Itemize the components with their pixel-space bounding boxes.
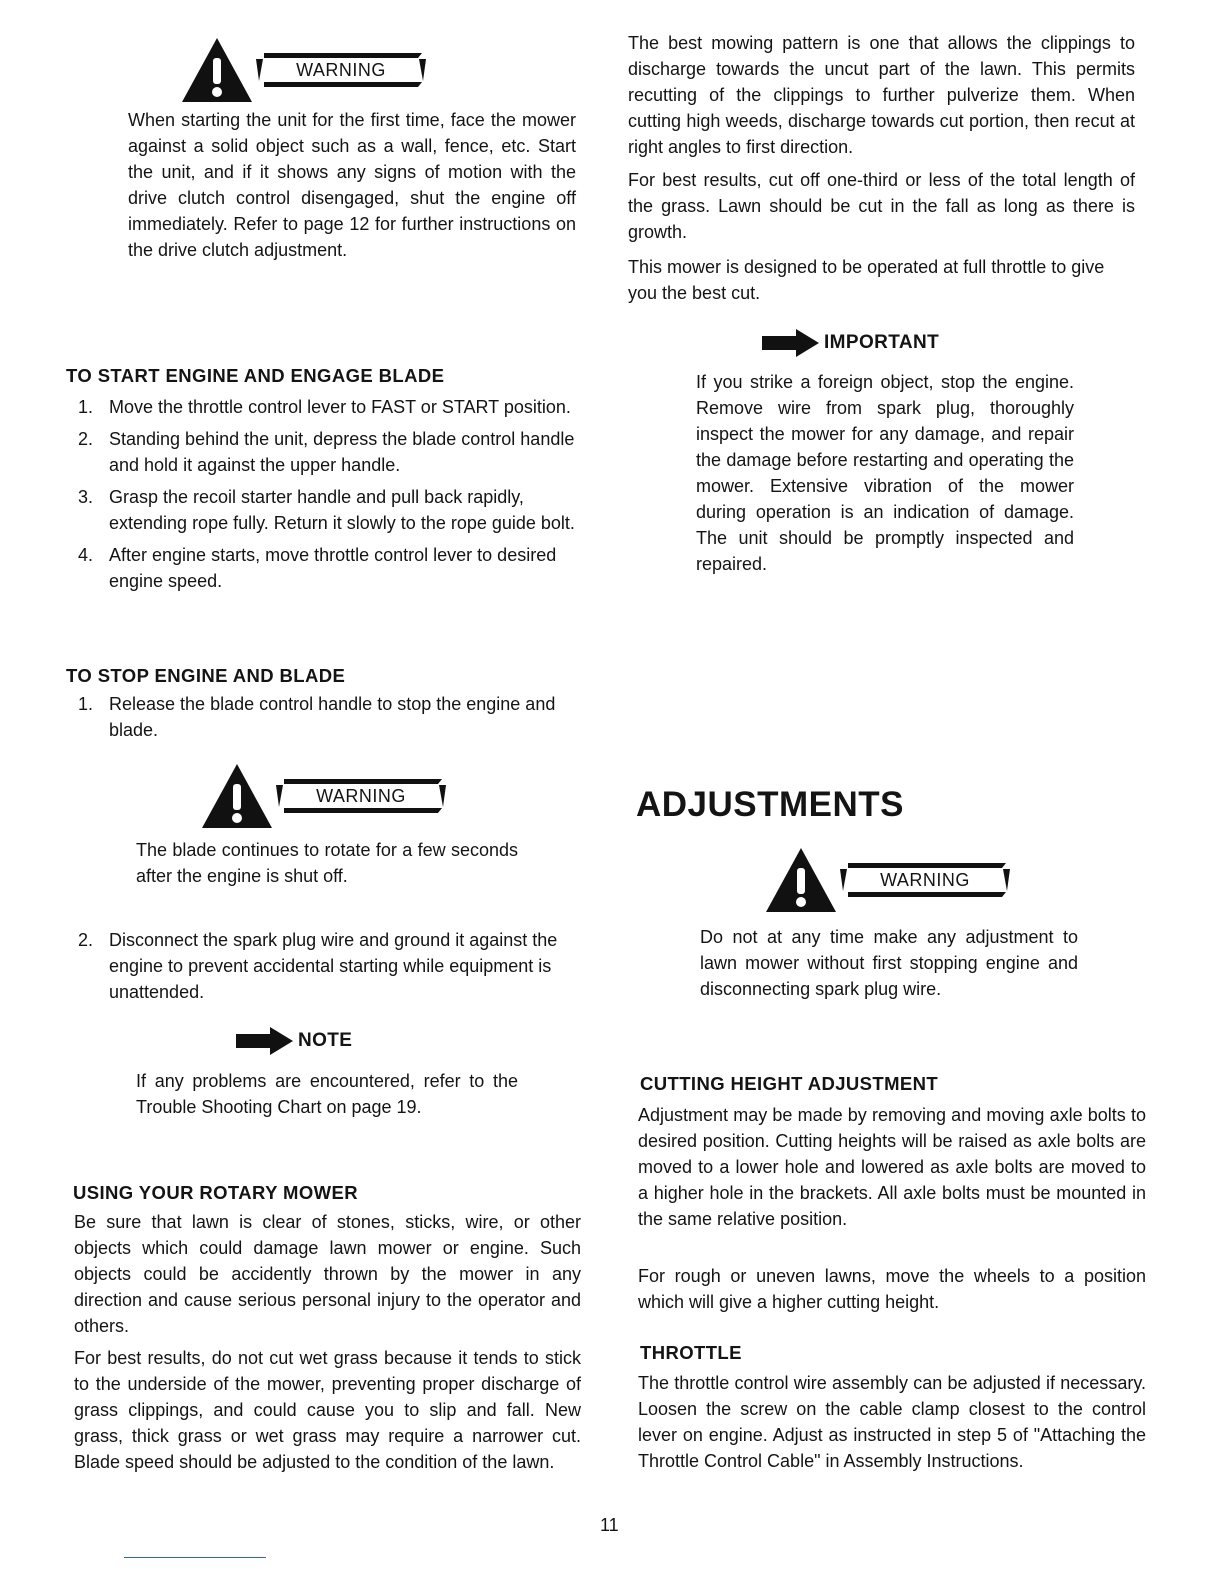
cutting-para-1: Adjustment may be made by removing and moving axle bolts to desired position. Cutting heights will be raised as axle bolts are moved to a lower hole and lowered as axle bolts are moved to a higher hole in the brackets. All axle bolts must be mounted in the same relative position. xyxy=(638,1105,1146,1229)
note-text: If any problems are encountered, refer to the Trouble Shooting Chart on page 19. xyxy=(136,1071,518,1117)
stop-steps-list-cont xyxy=(66,927,580,1005)
start-steps-list xyxy=(66,394,578,594)
warning-label: WARNING xyxy=(296,60,386,80)
rotary-mower-heading: USING YOUR ROTARY MOWER xyxy=(73,1182,359,1203)
arrow-right-icon xyxy=(762,328,820,358)
rotary-para-2: For best results, do not cut wet grass because it tends to stick to the underside of the mower, preventing proper discharge of grass clippings, and could cause you to slip and fall. New grass, thick grass or wet grass may require a narrower cut. Blade speed should be adjusted to the condition of the lawn. xyxy=(74,1348,581,1472)
rotary-para-1: Be sure that lawn is clear of stones, sticks, wire, or other objects which could damage lawn mower or engine. Such objects could be accidently thrown by the mower in any direction and cause serious personal injury to the operator and others. xyxy=(74,1212,581,1336)
mowing-pattern-para: The best mowing pattern is one that allows the clippings to discharge towards the uncut part of the lawn. This permits recutting of the clippings to further pulverize them. When cutting high weeds, discharge towards cut portion, then recut at right angles to first direction. xyxy=(628,33,1135,157)
warning-label-box xyxy=(256,47,426,93)
important-callout xyxy=(762,328,939,358)
stop-engine-heading: TO STOP ENGINE AND BLADE xyxy=(66,665,346,686)
warning-label: WARNING xyxy=(880,870,970,890)
start-step-4: 4. After engine starts, move throttle control lever to desired engine speed. xyxy=(78,545,557,591)
warning-triangle-icon xyxy=(764,846,838,914)
throttle-para: The throttle control wire assembly can be adjusted if necessary. Loosen the screw on the cable clamp closest to the control lever on engine. Adjust as instructed in step 5 of "Attaching the Throttle Control Cable" in Assembly Instructions. xyxy=(638,1373,1146,1471)
throttle-heading: THROTTLE xyxy=(640,1342,742,1363)
warning-badge-2 xyxy=(200,762,446,830)
warning-triangle-icon xyxy=(180,36,254,104)
adjustments-title: ADJUSTMENTS xyxy=(636,785,905,824)
warning-badge-1 xyxy=(180,36,426,104)
arrow-right-icon xyxy=(236,1026,294,1056)
page-number: 11 xyxy=(600,1515,619,1535)
stop-step-2: 2. Disconnect the spark plug wire and ground it against the engine to prevent accidental starting while equipment is unattended. xyxy=(78,930,558,1002)
note-callout xyxy=(236,1026,352,1056)
cutting-para-2: For rough or uneven lawns, move the wheels to a position which will give a higher cutting height. xyxy=(638,1266,1146,1312)
warning-text-2: The blade continues to rotate for a few seconds after the engine is shut off. xyxy=(136,840,518,886)
warning-label-box xyxy=(840,857,1010,903)
stop-steps-list xyxy=(66,691,578,743)
start-step-3: 3. Grasp the recoil starter handle and pull back rapidly, extending rope fully. Return it slowly to the rope guide bolt. xyxy=(78,487,575,533)
important-text: If you strike a foreign object, stop the engine. Remove wire from spark plug, thoroughly inspect the mower for any damage, and repair the damage before restarting and operating the mower. Extensive vibration of the mower during operation is an indication of damage. The unit should be promptly inspected and repaired. xyxy=(696,372,1074,574)
stop-step-1: 1. Release the blade control handle to stop the engine and blade. xyxy=(78,694,556,740)
warning-badge-3 xyxy=(764,846,1010,914)
warning-triangle-icon xyxy=(200,762,274,830)
note-label: NOTE xyxy=(298,1030,353,1051)
warning-text-3: Do not at any time make any adjustment to lawn mower without first stopping engine and disconnecting spark plug wire. xyxy=(700,927,1078,999)
warning-text-1: When starting the unit for the first time, face the mower against a solid object such as a wall, fence, etc. Start the unit, and if it shows any signs of motion with the drive clutch control disengaged, shut the engine off immediately. Refer to page 12 for further instructions on the drive clutch adjustment. xyxy=(128,110,576,260)
best-results-para: For best results, cut off one-third or less of the total length of the grass. Lawn should be cut in the fall as long as there is growth. xyxy=(628,170,1135,242)
start-step-1: 1. Move the throttle control lever to FAST or START position. xyxy=(78,397,571,417)
warning-label: WARNING xyxy=(316,786,406,806)
start-engine-heading: TO START ENGINE AND ENGAGE BLADE xyxy=(66,365,445,386)
start-step-2: 2. Standing behind the unit, depress the blade control handle and hold it against the upper handle. xyxy=(78,429,575,475)
full-throttle-para: This mower is designed to be operated at full throttle to give you the best cut. xyxy=(628,257,1105,303)
footer-rule xyxy=(124,1557,266,1558)
important-label: IMPORTANT xyxy=(824,332,940,353)
cutting-height-heading: CUTTING HEIGHT ADJUSTMENT xyxy=(640,1073,939,1094)
warning-label-box xyxy=(276,773,446,819)
